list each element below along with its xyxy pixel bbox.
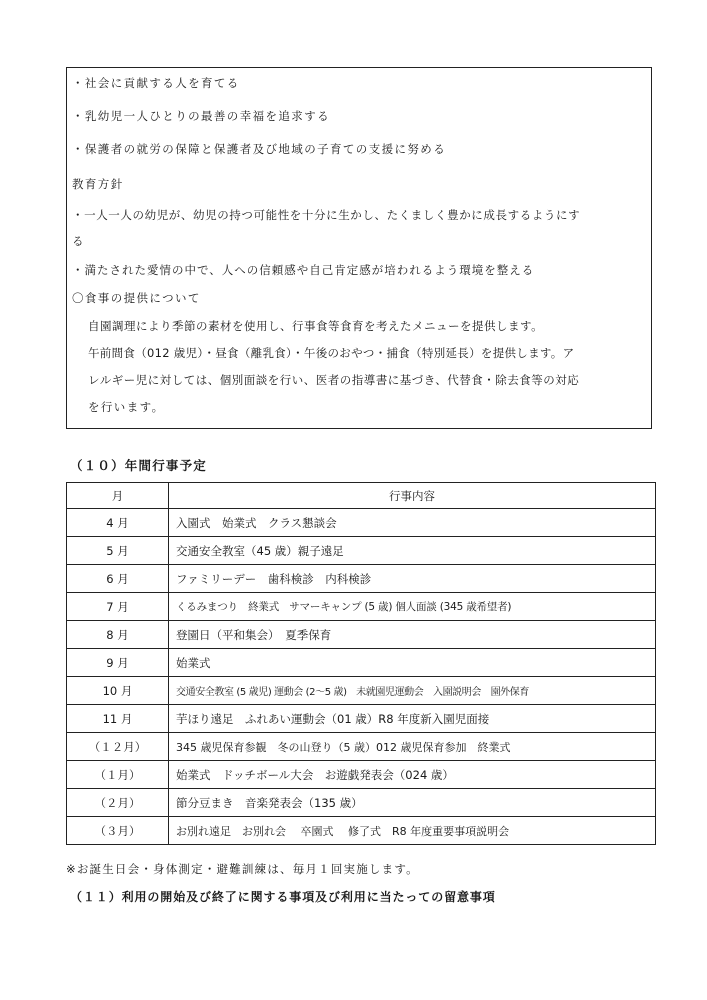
event-cell: 入園式 始業式 クラス懇談会 — [169, 509, 656, 537]
table-row — [67, 649, 656, 677]
event-cell: 交通安全教室 (5 歳児) 運動会 (2〜5 歳) 未就園児運動会 入園説明会 園外保育 — [169, 677, 656, 705]
event-cell: 始業式 ドッチボール大会 お遊戯発表会（024 歳） — [169, 761, 656, 789]
table-header-row — [67, 483, 656, 509]
month-cell: 4 月 — [67, 509, 169, 537]
event-cell: 節分豆まき 音楽発表会（135 歳） — [169, 789, 656, 817]
policy-line: ・乳幼児一人ひとりの最善の幸福を追求する — [72, 109, 330, 123]
table-row — [67, 677, 656, 705]
policy-subheading: 教育方針 — [72, 177, 124, 191]
event-cell: くるみまつり 終業式 サマーキャンプ (5 歳) 個人面談 (345 歳希望者) — [169, 593, 656, 621]
table-row — [67, 733, 656, 761]
policy-line: ・保護者の就労の保障と保護者及び地域の子育ての支援に努める — [72, 142, 447, 156]
event-cell: 始業式 — [169, 649, 656, 677]
table-row — [67, 621, 656, 649]
table-row — [67, 565, 656, 593]
month-cell: （１月） — [67, 761, 169, 789]
table-row — [67, 509, 656, 537]
header-month: 月 — [67, 483, 169, 509]
month-cell: 8 月 — [67, 621, 169, 649]
event-cell: 芋ほり遠足 ふれあい運動会（01 歳）R8 年度新入園児面接 — [169, 705, 656, 733]
section-heading-usage: （１１）利用の開始及び終了に関する事項及び利用に当たっての留意事項 — [70, 890, 496, 904]
table-row — [67, 789, 656, 817]
event-cell: お別れ遠足 お別れ会 卒園式 修了式 R8 年度重要事項説明会 — [169, 817, 656, 845]
month-cell: （３月） — [67, 817, 169, 845]
month-cell: 5 月 — [67, 537, 169, 565]
event-cell: 登園日（平和集会） 夏季保育 — [169, 621, 656, 649]
event-cell: 交通安全教室（45 歳）親子遠足 — [169, 537, 656, 565]
policy-line: ・一人一人の幼児が、幼児の持つ可能性を十分に生かし、たくましく豊かに成長するようにす — [72, 208, 581, 222]
events-table — [66, 482, 656, 845]
policy-line: を行います。 — [88, 400, 165, 414]
header-event: 行事内容 — [169, 483, 656, 509]
policy-line: る — [72, 234, 85, 248]
table-row — [67, 817, 656, 845]
month-cell: （１２月） — [67, 733, 169, 761]
policy-subheading: 〇食事の提供について — [72, 291, 201, 305]
table-row — [67, 761, 656, 789]
month-cell: 9 月 — [67, 649, 169, 677]
month-cell: 7 月 — [67, 593, 169, 621]
event-cell: 345 歳児保育参観 冬の山登り（5 歳）012 歳児保育参加 終業式 — [169, 733, 656, 761]
month-cell: 6 月 — [67, 565, 169, 593]
section-heading-events: （１０）年間行事予定 — [70, 458, 208, 473]
event-cell: ファミリーデー 歯科検診 内科検診 — [169, 565, 656, 593]
table-row — [67, 705, 656, 733]
policy-line: ・満たされた愛情の中で、人への信頼感や自己肯定感が培われるよう環境を整える — [72, 263, 535, 277]
month-cell: 11 月 — [67, 705, 169, 733]
policy-line: 午前間食（012 歳児）・昼食（離乳食）・午後のおやつ・捕食（特別延長）を提供します。ア — [88, 346, 575, 360]
events-note: ※お誕生日会・身体測定・避難訓練は、毎月１回実施します。 — [66, 862, 419, 876]
policy-line: 自園調理により季節の素材を使用し、行事食等食育を考えたメニューを提供します。 — [88, 319, 544, 333]
policy-line: ・社会に貢献する人を育てる — [72, 76, 240, 90]
table-row — [67, 537, 656, 565]
month-cell: 10 月 — [67, 677, 169, 705]
month-cell: （２月） — [67, 789, 169, 817]
policy-line: レルギー児に対しては、個別面談を行い、医者の指導書に基づき、代替食・除去食等の対応 — [88, 373, 580, 387]
table-row — [67, 593, 656, 621]
